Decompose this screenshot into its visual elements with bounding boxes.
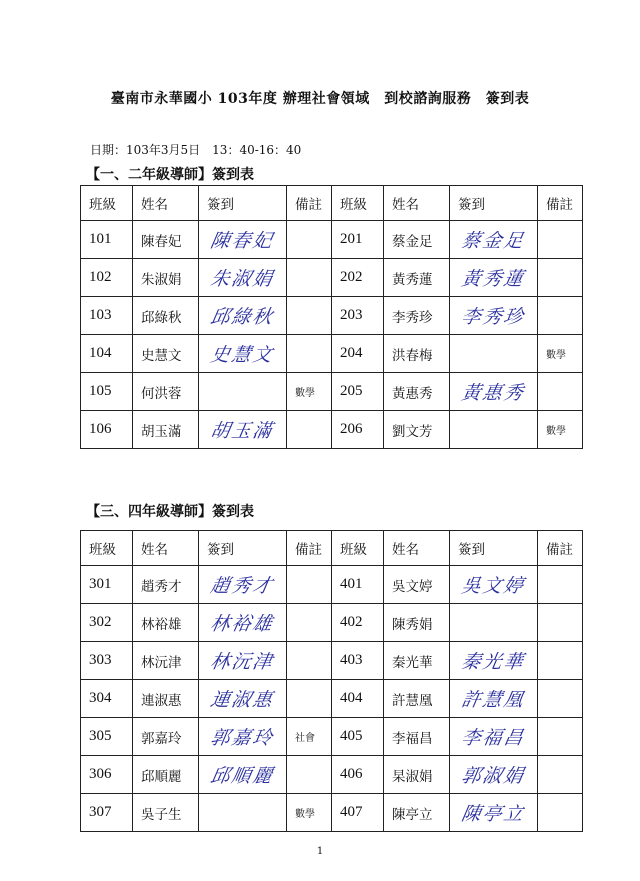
remark-cell: 數學 [287, 794, 332, 832]
remark-cell [287, 259, 332, 297]
class-cell: 407 [332, 794, 384, 832]
table-row [81, 335, 583, 373]
signature-cell [199, 259, 287, 297]
class-cell: 104 [81, 335, 133, 373]
table-row [81, 373, 583, 411]
class-cell: 103 [81, 297, 133, 335]
name-cell: 郭嘉玲 [133, 718, 199, 756]
table-row [81, 221, 583, 259]
column-header: 班級 [81, 186, 133, 221]
sign-in-table-grades-1-2 [80, 185, 583, 449]
signature-cell [199, 373, 287, 411]
column-header: 姓名 [133, 186, 199, 221]
table-row [81, 680, 583, 718]
handwritten-signature: 朱淑娟 [208, 268, 276, 290]
class-cell: 402 [332, 604, 384, 642]
signature-cell [199, 566, 287, 604]
name-cell: 陳春妃 [133, 221, 199, 259]
remark-cell [287, 680, 332, 718]
name-cell: 黃惠秀 [384, 373, 450, 411]
sign-in-table-grades-3-4 [80, 530, 583, 832]
table-row [81, 411, 583, 449]
remark-cell [287, 411, 332, 449]
remark-cell [538, 259, 583, 297]
class-cell: 206 [332, 411, 384, 449]
name-cell: 許慧凰 [384, 680, 450, 718]
class-cell: 301 [81, 566, 133, 604]
remark-cell [287, 221, 332, 259]
signature-cell [199, 756, 287, 794]
remark-cell [538, 718, 583, 756]
section1-heading: 【一、二年級導師】簽到表 [86, 167, 254, 183]
handwritten-signature: 邱綠秋 [208, 306, 276, 328]
column-header: 備註 [538, 186, 583, 221]
name-cell: 連淑惠 [133, 680, 199, 718]
handwritten-signature: 秦光華 [459, 651, 527, 673]
column-header: 備註 [287, 186, 332, 221]
name-cell: 邱綠秋 [133, 297, 199, 335]
class-cell: 403 [332, 642, 384, 680]
table-row [81, 794, 583, 832]
remark-cell [538, 642, 583, 680]
class-cell: 302 [81, 604, 133, 642]
table-row [81, 756, 583, 794]
column-header: 班級 [81, 531, 133, 566]
page-number: 1 [316, 846, 324, 857]
remark-cell [287, 756, 332, 794]
signature-cell [199, 221, 287, 259]
document-title: 臺南市永華國小 103年度 辦理社會領域 到校諮詢服務 簽到表 [110, 91, 530, 107]
section2-heading: 【三、四年級導師】簽到表 [86, 504, 254, 520]
name-cell: 邱順麗 [133, 756, 199, 794]
name-cell: 劉文芳 [384, 411, 450, 449]
remark-cell [287, 566, 332, 604]
table-header-row [81, 186, 583, 221]
remark-cell [538, 373, 583, 411]
class-cell: 205 [332, 373, 384, 411]
class-cell: 203 [332, 297, 384, 335]
name-cell: 蔡金足 [384, 221, 450, 259]
class-cell: 201 [332, 221, 384, 259]
name-cell: 陳亭立 [384, 794, 450, 832]
name-cell: 杲淑娟 [384, 756, 450, 794]
column-header: 姓名 [384, 186, 450, 221]
handwritten-signature: 連淑惠 [208, 689, 276, 711]
class-cell: 405 [332, 718, 384, 756]
class-cell: 307 [81, 794, 133, 832]
handwritten-signature: 趙秀才 [208, 575, 276, 597]
signature-cell [450, 718, 538, 756]
handwritten-signature: 胡玉滿 [208, 420, 276, 442]
signature-cell [450, 373, 538, 411]
signature-cell [199, 411, 287, 449]
handwritten-signature: 蔡金足 [459, 230, 527, 252]
signature-cell [450, 604, 538, 642]
remark-cell [538, 680, 583, 718]
name-cell: 李福昌 [384, 718, 450, 756]
date-line: 日期：103年3月5日 13：40-16：40 [90, 143, 302, 157]
remark-cell [538, 604, 583, 642]
signature-cell [450, 680, 538, 718]
name-cell: 何洪蓉 [133, 373, 199, 411]
name-cell: 胡玉滿 [133, 411, 199, 449]
name-cell: 吳子生 [133, 794, 199, 832]
handwritten-signature: 黃秀蓮 [459, 268, 527, 290]
signature-cell [450, 794, 538, 832]
name-cell: 秦光華 [384, 642, 450, 680]
class-cell: 101 [81, 221, 133, 259]
handwritten-signature: 郭嘉玲 [208, 727, 276, 749]
class-cell: 404 [332, 680, 384, 718]
name-cell: 陳秀娟 [384, 604, 450, 642]
table-row [81, 566, 583, 604]
handwritten-signature: 李秀珍 [459, 306, 527, 328]
remark-cell [287, 335, 332, 373]
remark-cell [538, 297, 583, 335]
class-cell: 406 [332, 756, 384, 794]
table-row [81, 259, 583, 297]
name-cell: 朱淑娟 [133, 259, 199, 297]
signature-cell [199, 297, 287, 335]
remark-cell: 社會 [287, 718, 332, 756]
class-cell: 106 [81, 411, 133, 449]
handwritten-signature: 許慧凰 [459, 689, 527, 711]
handwritten-signature: 邱順麗 [208, 765, 276, 787]
class-cell: 401 [332, 566, 384, 604]
signature-cell [450, 259, 538, 297]
name-cell: 吳文婷 [384, 566, 450, 604]
remark-cell [538, 221, 583, 259]
handwritten-signature: 陳亭立 [459, 803, 527, 825]
column-header: 班級 [332, 531, 384, 566]
signature-cell [450, 566, 538, 604]
remark-cell [538, 756, 583, 794]
signature-cell [199, 680, 287, 718]
remark-cell [538, 794, 583, 832]
column-header: 簽到 [199, 186, 287, 221]
class-cell: 105 [81, 373, 133, 411]
class-cell: 304 [81, 680, 133, 718]
handwritten-signature: 吳文婷 [459, 575, 527, 597]
column-header: 簽到 [450, 186, 538, 221]
name-cell: 林裕雄 [133, 604, 199, 642]
name-cell: 黃秀蓮 [384, 259, 450, 297]
table-row [81, 297, 583, 335]
signature-cell [199, 604, 287, 642]
name-cell: 史慧文 [133, 335, 199, 373]
remark-cell [287, 297, 332, 335]
remark-cell: 數學 [287, 373, 332, 411]
remark-cell: 數學 [538, 335, 583, 373]
remark-cell [287, 642, 332, 680]
remark-cell [287, 604, 332, 642]
signature-cell [199, 335, 287, 373]
class-cell: 306 [81, 756, 133, 794]
name-cell: 李秀珍 [384, 297, 450, 335]
signature-cell [199, 718, 287, 756]
signature-cell [450, 411, 538, 449]
name-cell: 洪春梅 [384, 335, 450, 373]
signature-cell [199, 794, 287, 832]
table-row [81, 718, 583, 756]
column-header: 備註 [287, 531, 332, 566]
signature-cell [450, 221, 538, 259]
remark-cell: 數學 [538, 411, 583, 449]
column-header: 姓名 [384, 531, 450, 566]
column-header: 簽到 [450, 531, 538, 566]
class-cell: 102 [81, 259, 133, 297]
table-row [81, 642, 583, 680]
handwritten-signature: 陳春妃 [208, 230, 276, 252]
column-header: 班級 [332, 186, 384, 221]
table-row [81, 604, 583, 642]
signature-cell [450, 642, 538, 680]
handwritten-signature: 林沅津 [208, 651, 276, 673]
handwritten-signature: 黃惠秀 [459, 382, 527, 404]
handwritten-signature: 史慧文 [208, 344, 276, 366]
class-cell: 305 [81, 718, 133, 756]
table-header-row [81, 531, 583, 566]
name-cell: 林沅津 [133, 642, 199, 680]
remark-cell [538, 566, 583, 604]
name-cell: 趙秀才 [133, 566, 199, 604]
handwritten-signature: 李福昌 [459, 727, 527, 749]
class-cell: 204 [332, 335, 384, 373]
handwritten-signature: 郭淑娟 [459, 765, 527, 787]
column-header: 簽到 [199, 531, 287, 566]
signature-cell [199, 642, 287, 680]
handwritten-signature: 林裕雄 [208, 613, 276, 635]
signature-cell [450, 297, 538, 335]
signature-cell [450, 335, 538, 373]
signature-cell [450, 756, 538, 794]
class-cell: 202 [332, 259, 384, 297]
column-header: 備註 [538, 531, 583, 566]
class-cell: 303 [81, 642, 133, 680]
column-header: 姓名 [133, 531, 199, 566]
